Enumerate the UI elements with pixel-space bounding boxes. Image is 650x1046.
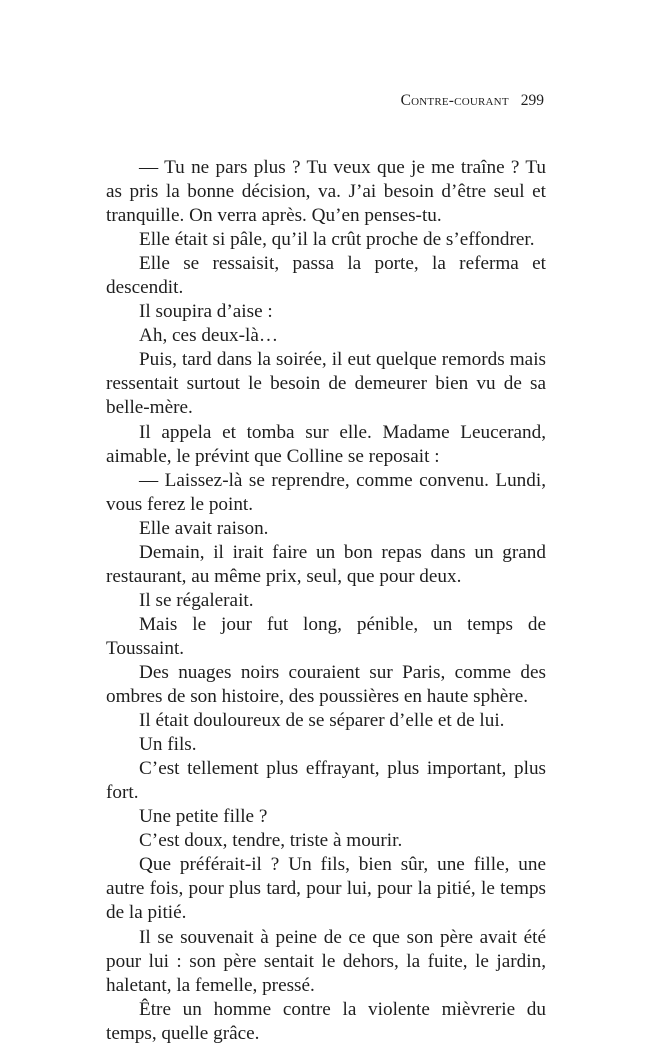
- paragraph: Il appela et tomba sur elle. Madame Leucerand, aimable, le prévint que Colline se reposait :: [106, 421, 546, 467]
- paragraph: Que préférait-il ? Un fils, bien sûr, une fille, une autre fois, pour plus tard, pour lui, pour la pitié, le temps de la pitié.: [106, 854, 546, 924]
- paragraph: Il soupira d’aise :: [139, 301, 273, 323]
- paragraph: C’est doux, tendre, triste à mourir.: [139, 830, 403, 852]
- paragraph: — Laissez-là se reprendre, comme convenu. Lundi, vous ferez le point.: [106, 469, 546, 515]
- paragraph: Il était douloureux de se séparer d’elle et de lui.: [139, 710, 505, 732]
- body-text: [106, 156, 546, 1046]
- paragraph: — Tu ne pars plus ? Tu veux que je me traîne ? Tu as pris la bonne décision, va. J’ai besoin d’être seul et tranquille. On verra après. Qu’en penses-tu.: [106, 157, 546, 227]
- paragraph: C’est tellement plus effrayant, plus important, plus fort.: [106, 758, 546, 804]
- paragraph: Elle avait raison.: [139, 517, 269, 539]
- paragraph: Mais le jour fut long, pénible, un temps de Toussaint.: [106, 613, 546, 659]
- paragraph: Être un homme contre la violente mièvrerie du temps, quelle grâce.: [106, 998, 546, 1044]
- running-title: Contre-courant: [400, 92, 509, 109]
- running-head: [401, 91, 544, 111]
- paragraph: Ah, ces deux-là…: [139, 325, 279, 347]
- paragraph: Une petite fille ?: [139, 806, 268, 828]
- paragraph: Un fils.: [139, 734, 197, 756]
- paragraph: Il se régalerait.: [139, 589, 254, 611]
- paragraph: Des nuages noirs couraient sur Paris, comme des ombres de son histoire, des poussières en haute sphère.: [106, 661, 546, 708]
- paragraph: Il se souvenait à peine de ce que son père avait été pour lui : son père sentait le dehors, la fuite, le jardin, haletant, la femelle, pressé.: [106, 926, 546, 996]
- paragraph: Elle se ressaisit, passa la porte, la referma et descendit.: [106, 253, 546, 299]
- paragraph: Elle était si pâle, qu’il la crût proche de s’effondrer.: [139, 229, 535, 251]
- page-number: 299: [520, 92, 544, 109]
- paragraph: Puis, tard dans la soirée, il eut quelque remords mais ressentait surtout le besoin de demeurer bien vu de sa belle-mère.: [106, 349, 546, 419]
- paragraph: Demain, il irait faire un bon repas dans un grand restaurant, au même prix, seul, que pour deux.: [106, 541, 546, 587]
